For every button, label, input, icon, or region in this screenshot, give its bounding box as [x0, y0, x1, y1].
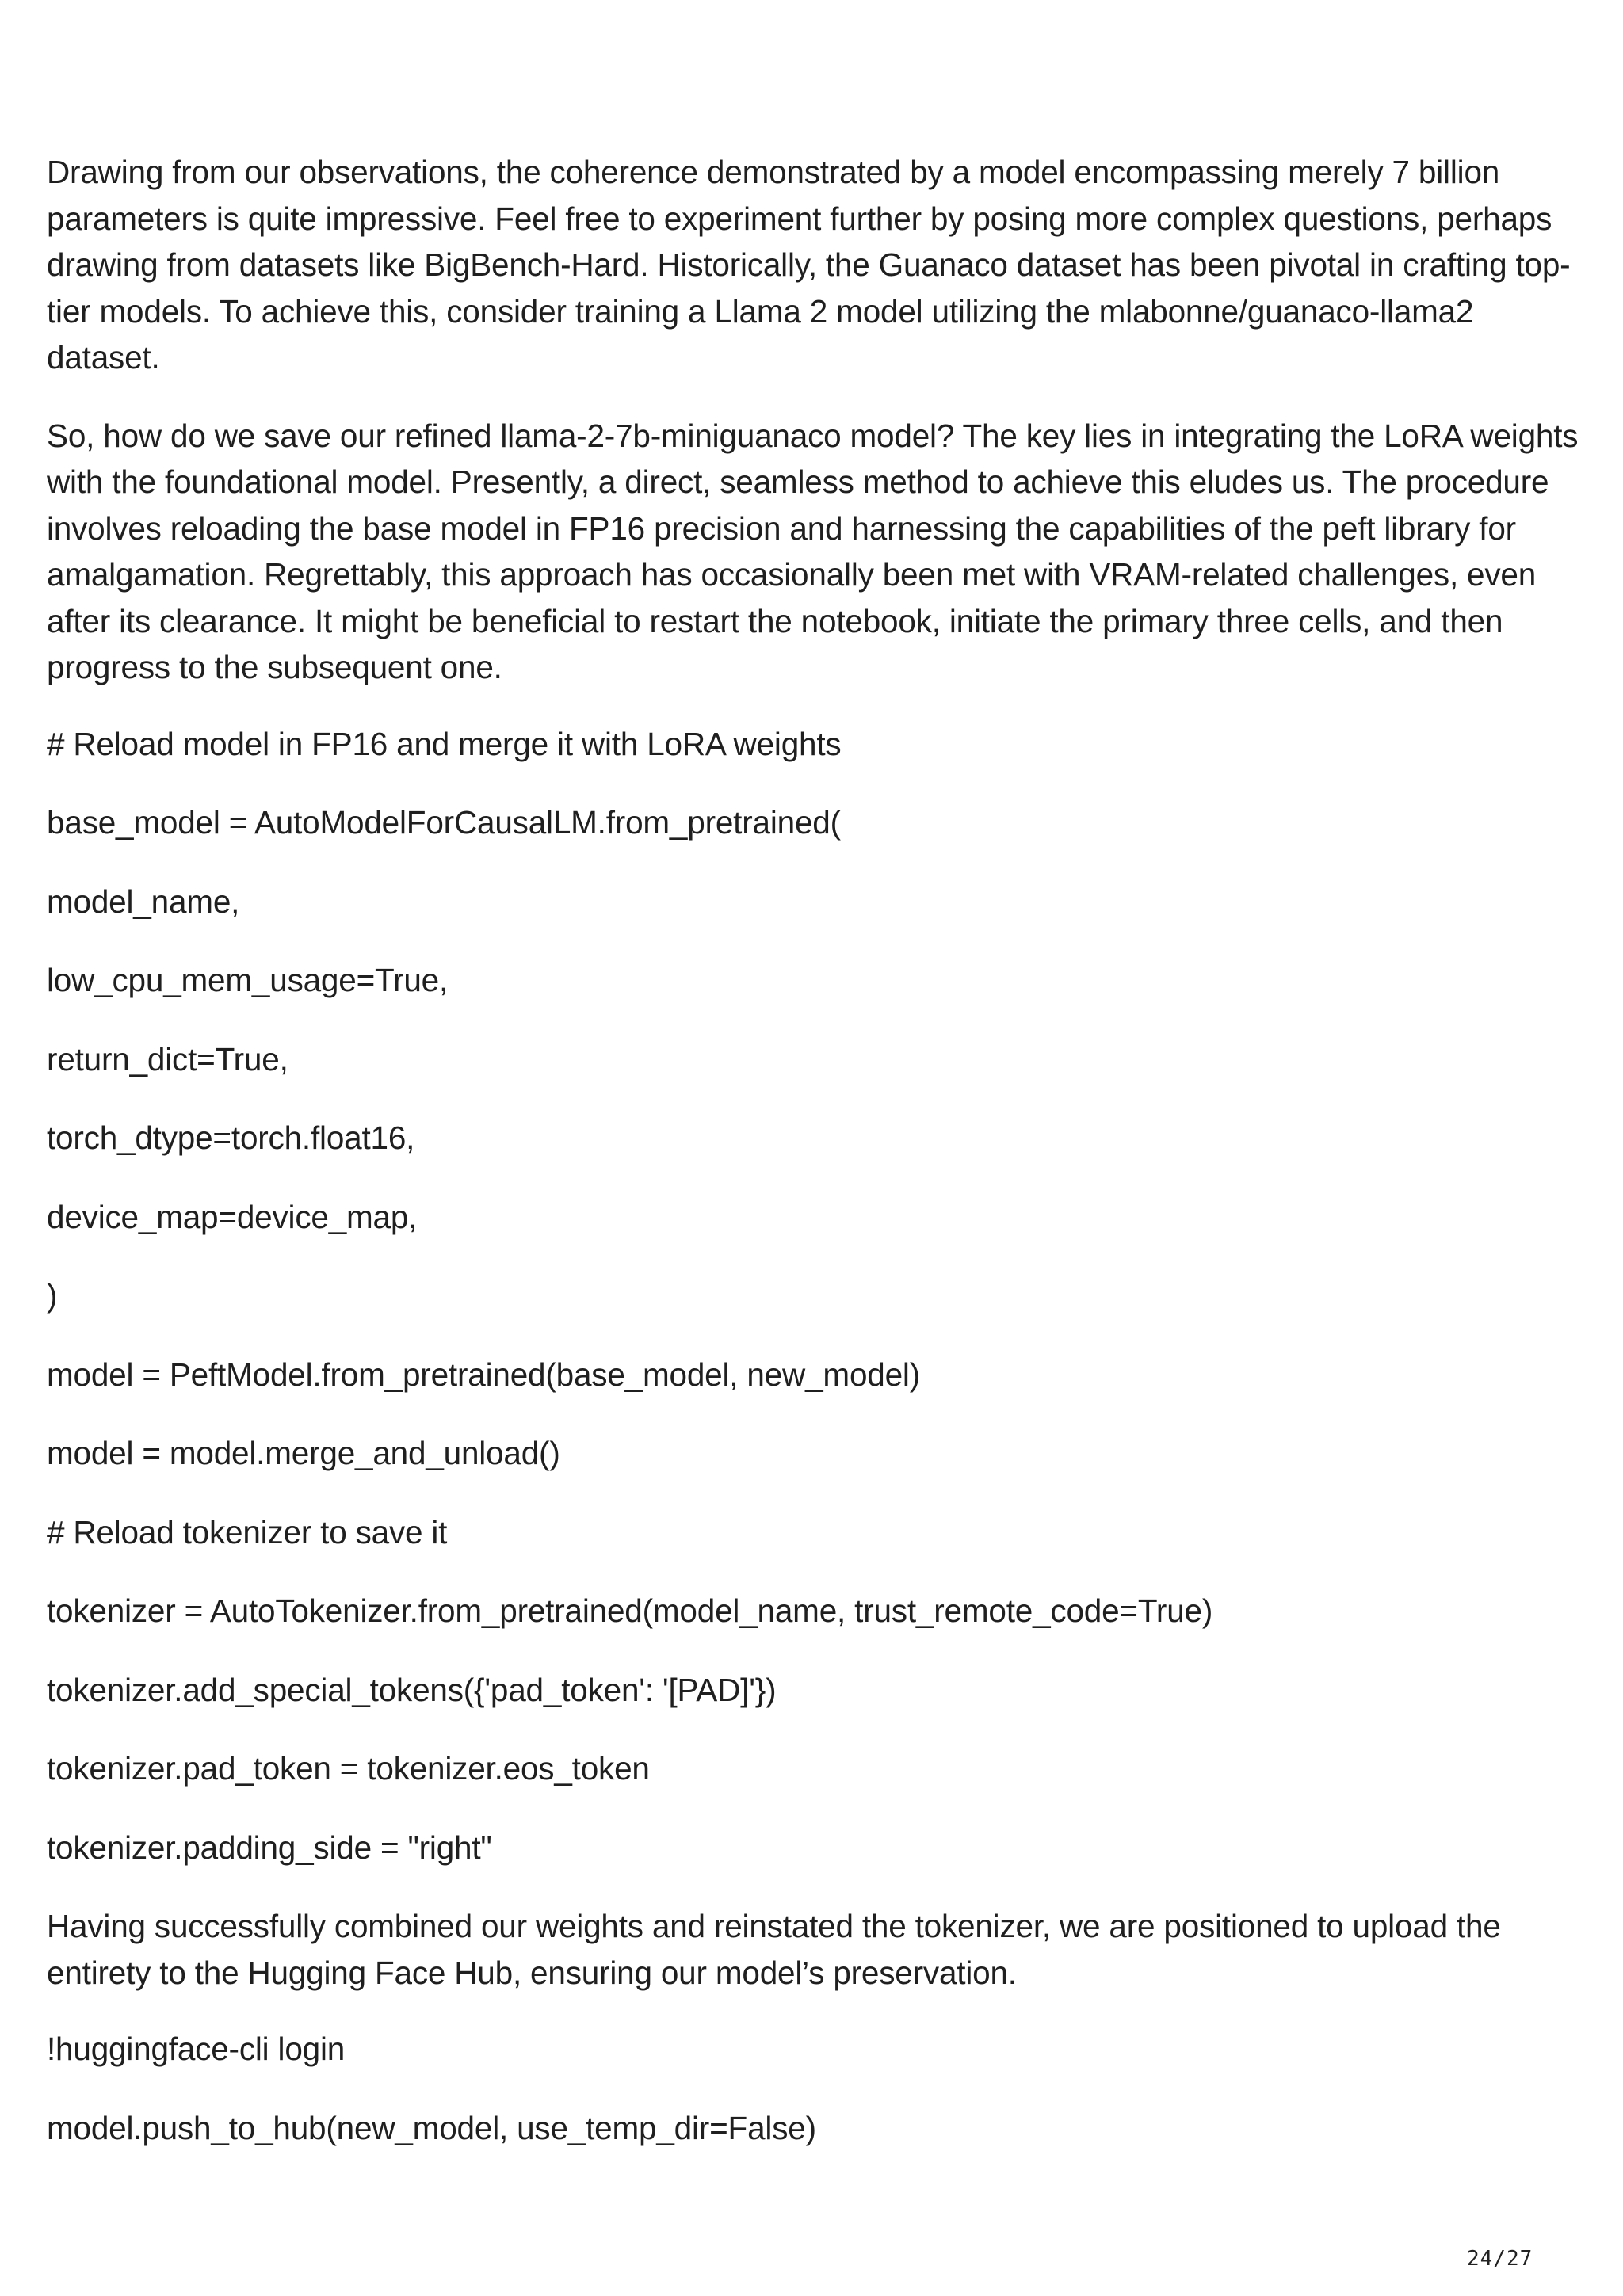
code-line: torch_dtype=torch.float16,: [47, 1119, 415, 1156]
code-comment-reload-model: # Reload model in FP16 and merge it with LoRA weights: [47, 725, 842, 762]
page-number: 24/27: [1467, 2247, 1533, 2271]
code-line: model = model.merge_and_unload(): [47, 1435, 560, 1471]
paragraph-observations: Drawing from our observations, the coherence demonstrated by a model encompassing merely 7 billion parameters is quite impressive. Feel free to experiment further by posing more complex questions, perhaps drawing from datasets like BigBench-Hard. Historically, the Guanaco dataset has been pivotal in crafting top-tier models. To achieve this, consider training a Llama 2 model utilizing the mlabonne/guanaco-llama2 dataset.: [47, 154, 1571, 376]
code-line: model_name,: [47, 883, 240, 920]
code-line: tokenizer.pad_token = tokenizer.eos_token: [47, 1750, 650, 1787]
code-line-push-to-hub: model.push_to_hub(new_model, use_temp_dir=False): [47, 2109, 816, 2146]
document-body: [47, 149, 1592, 2183]
paragraph-closing: Having successfully combined our weights and reinstated the tokenizer, we are positioned to upload the entirety to the Hugging Face Hub, ensuring our model’s preservation.: [47, 1908, 1501, 1991]
paragraph-saving-model: So, how do we save our refined llama-2-7b-miniguanaco model? The key lies in integrating the LoRA weights with the foundational model. Presently, a direct, seamless method to achieve this eludes us. The procedure involves reloading the base model in FP16 precision and harnessing the capabilities of the peft library for amalgamation. Regrettably, this approach has occasionally been met with VRAM-related challenges, even after its clearance. It might be beneficial to restart the notebook, initiate the primary three cells, and then progress to the subsequent one.: [47, 417, 1579, 685]
code-line: tokenizer = AutoTokenizer.from_pretrained(model_name, trust_remote_code=True): [47, 1592, 1213, 1629]
code-line: device_map=device_map,: [47, 1198, 418, 1235]
code-line: base_model = AutoModelForCausalLM.from_pretrained(: [47, 804, 841, 841]
code-comment-reload-tokenizer: # Reload tokenizer to save it: [47, 1513, 448, 1550]
code-line: low_cpu_mem_usage=True,: [47, 962, 449, 998]
code-line: model = PeftModel.from_pretrained(base_model, new_model): [47, 1356, 921, 1393]
code-line: tokenizer.padding_side = "right": [47, 1829, 492, 1866]
code-line: return_dict=True,: [47, 1040, 288, 1077]
code-line: tokenizer.add_special_tokens({'pad_token': '[PAD]'}): [47, 1671, 777, 1708]
code-line: ): [47, 1277, 58, 1314]
code-line-login: !huggingface-cli login: [47, 2031, 346, 2067]
